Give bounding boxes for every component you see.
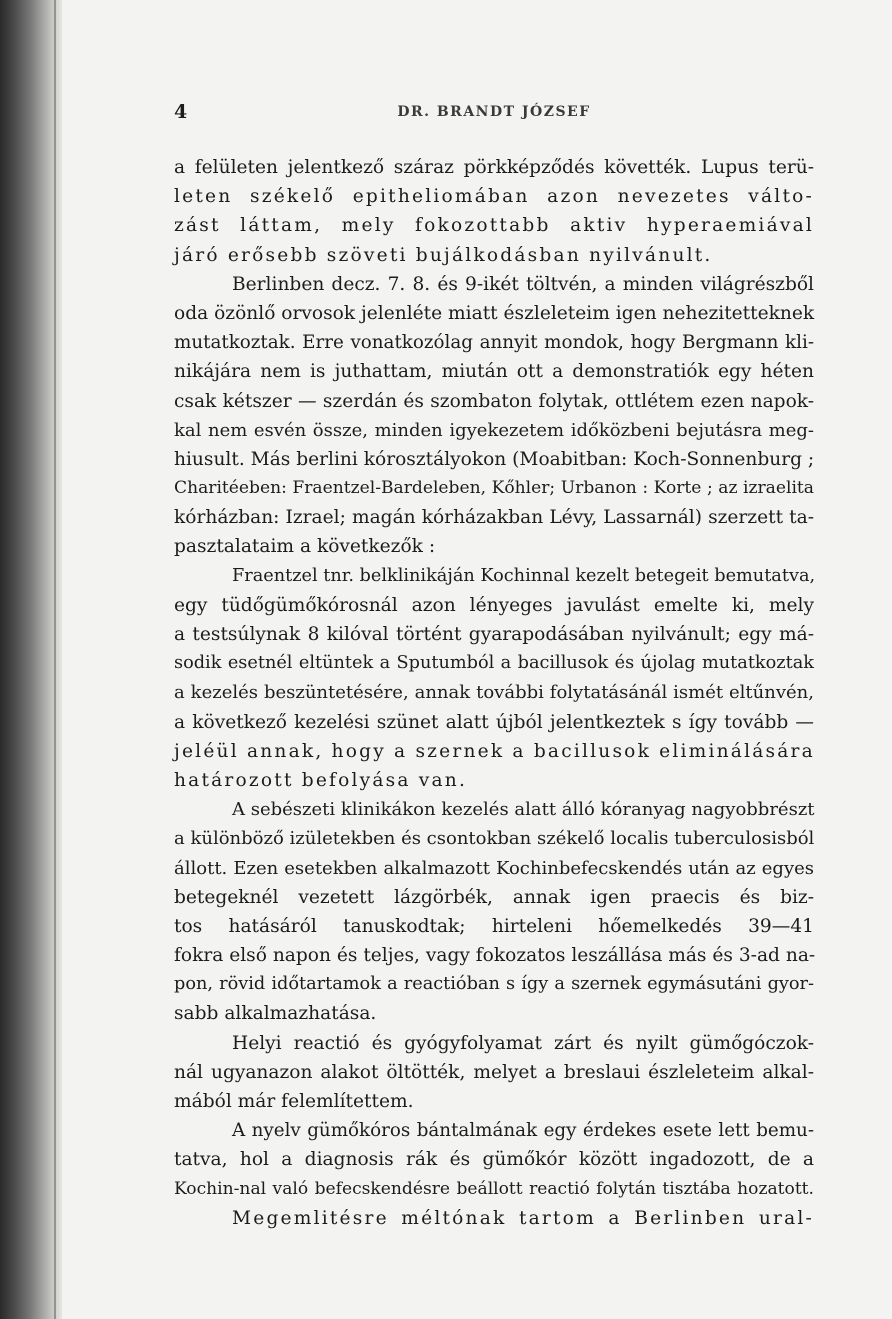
text-line: kórházban: Izrael; magán kórházakban Lévy, Lassarnál) szerzett ta- xyxy=(174,507,814,529)
text-line: sabb alkalmazhatása. xyxy=(174,1003,377,1025)
text-line: Megemlitésre méltónak tartom a Berlinben ural- xyxy=(232,1207,814,1229)
text-line: Fraentzel tnr. belklinikáján Kochinnal kezelt betegeit bemutatva, xyxy=(232,565,816,586)
text-line: oda özönlő orvosok jelenléte miatt észleleteim igen nehezitetteknek xyxy=(174,302,815,324)
text-line: nál ugyanazon alakot öltötték, melyet a breslaui észleleteim alkal- xyxy=(174,1061,814,1083)
text-line: A nyelv gümőkóros bántalmának egy érdekes esete lett bemu- xyxy=(232,1120,814,1142)
text-line: állott. Ezen esetekben alkalmazott Kochinbefecskendés után az egyes xyxy=(174,857,814,879)
text-line: Charitéeben: Fraentzel-Bardeleben, Kőhler; Urbanon : Korte ; az izraelita xyxy=(174,478,814,499)
text-line: egy tüdőgümőkórosnál azon lényeges javulást emelte ki, mely xyxy=(174,594,814,616)
body-text xyxy=(174,153,814,1233)
text-line: pon, rövid időtartamok a reactióban s így a szernek egymásutáni gyor- xyxy=(174,974,814,995)
text-line: mutatkoztak. Erre vonatkozólag annyit mondok, hogy Bergmann kli- xyxy=(174,332,814,354)
text-line: fokra első napon és teljes, vagy fokozatos leszállása más és 3-ad na- xyxy=(174,945,816,967)
text-line: A sebészeti klinikákon kezelés alatt álló kóranyag nagyobbrészt xyxy=(232,799,815,821)
book-page xyxy=(62,0,892,1319)
text-line: nikájára nem is juthattam, miután ott a demonstratiók egy héten xyxy=(174,361,814,383)
text-line: tatva, hol a diagnosis rák és gümőkór között ingadozott, de a xyxy=(174,1149,814,1171)
text-line: a különböző izületekben és csontokban székelő localis tuberculosisból xyxy=(174,828,815,850)
text-line: tos hatásáról tanuskodtak; hirteleni hőemelkedés 39—41 xyxy=(174,915,814,937)
text-line: csak kétszer — szerdán és szombaton folytak, ottlétem ezen napok- xyxy=(174,390,814,412)
text-line: kal nem esvén össze, minden igyekezetem időközbeni bejutásra meg- xyxy=(174,419,814,441)
text-line: a következő kezelési szünet alatt újból jelentkeztek s így tovább — xyxy=(174,711,814,733)
text-line: leten székelő epitheliomában azon nevezetes válto- xyxy=(174,186,814,208)
text-line: Helyi reactió és gyógyfolyamat zárt és nyilt gümőgóczok- xyxy=(232,1032,814,1054)
text-line: járó erősebb szöveti bujálkodásban nyilvánult. xyxy=(174,244,713,266)
page-header xyxy=(174,101,814,127)
text-line: hiusult. Más berlini kórosztályokon (Moabitban: Koch-Sonnenburg ; xyxy=(174,448,815,470)
page-number: 4 xyxy=(174,101,188,123)
text-line: betegeknél vezetett lázgörbék, annak igen praecis és biz- xyxy=(174,886,814,908)
text-line: Berlinben decz. 7. 8. és 9-ikét töltvén, a minden világrészből xyxy=(232,273,814,295)
text-line: a testsúlynak 8 kilóval történt gyarapodásában nyilvánult; egy má- xyxy=(174,624,814,645)
text-line: jeléül annak, hogy a szernek a bacillusok eliminálására xyxy=(174,740,815,762)
text-line: pasztalataim a következők : xyxy=(174,536,436,558)
text-line: mából már felemlítettem. xyxy=(174,1091,414,1112)
running-head: DR. BRANDT JÓZSEF xyxy=(397,104,591,120)
text-line: zást láttam, mely fokozottabb aktiv hyperaemiával xyxy=(174,215,814,237)
text-line: a kezelés beszüntetésére, annak további folytatásánál ismét eltűnvén, xyxy=(174,682,814,704)
book-binding-shadow xyxy=(0,0,62,1319)
text-line: sodik esetnél eltüntek a Sputumból a bacillusok és újolag mutatkoztak xyxy=(174,653,814,674)
text-line: Kochin-nal való befecskendésre beállott reactió folytán tisztába hozatott. xyxy=(174,1178,814,1199)
text-line: a felületen jelentkező száraz pörkképződés követték. Lupus terü- xyxy=(174,157,814,178)
text-line: határozott befolyása van. xyxy=(174,769,468,791)
